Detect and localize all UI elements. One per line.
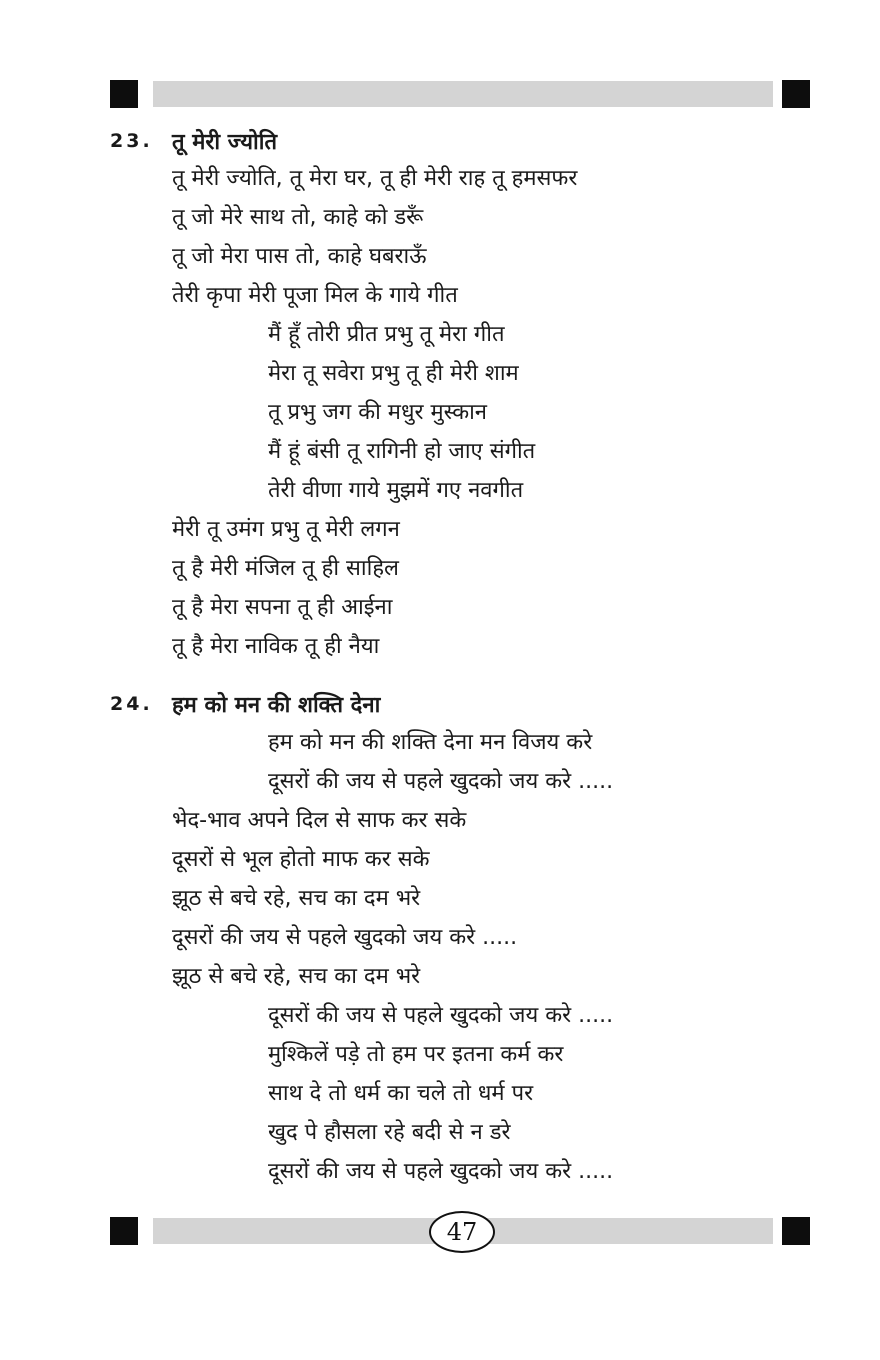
- section-23-number: 23.: [110, 130, 153, 152]
- song-line: दूसरों की जय से पहले खुदको जय करे .....: [268, 1159, 614, 1184]
- song-line: तू है मेरा नाविक तू ही नैया: [172, 634, 380, 659]
- song-line: दूसरों की जय से पहले खुदको जय करे .....: [268, 769, 614, 794]
- song-line: तू जो मेरे साथ तो, काहे को डरूँ: [172, 205, 424, 230]
- song-line: मेरा तू सवेरा प्रभु तू ही मेरी शाम: [268, 361, 519, 386]
- bottom-right-square: [782, 1217, 810, 1245]
- section-24-title: हम को मन की शक्ति देना: [172, 693, 381, 718]
- song-line: साथ दे तो धर्म का चले तो धर्म पर: [268, 1081, 534, 1106]
- top-left-square: [110, 80, 138, 108]
- song-line: दूसरों की जय से पहले खुदको जय करे .....: [268, 1003, 614, 1028]
- song-line: खुद पे हौसला रहे बदी से न डरे: [268, 1120, 511, 1145]
- bottom-left-square: [110, 1217, 138, 1245]
- song-line: दूसरों की जय से पहले खुदको जय करे .....: [172, 925, 518, 950]
- song-line: मुश्किलें पड़े तो हम पर इतना कर्म कर: [268, 1042, 564, 1067]
- song-line: भेद-भाव अपने दिल से साफ कर सके: [172, 808, 467, 833]
- song-line: तू प्रभु जग की मधुर मुस्कान: [268, 400, 487, 425]
- song-line: तू मेरी ज्योति, तू मेरा घर, तू ही मेरी राह तू हमसफर: [172, 166, 578, 191]
- song-line: तू है मेरा सपना तू ही आईना: [172, 595, 393, 620]
- song-line: मैं हूँ तोरी प्रीत प्रभु तू मेरा गीत: [268, 322, 505, 347]
- song-line: तू है मेरी मंजिल तू ही साहिल: [172, 556, 399, 581]
- song-line: तेरी कृपा मेरी पूजा मिल के गाये गीत: [172, 283, 458, 308]
- song-line: तू जो मेरा पास तो, काहे घबराऊँ: [172, 244, 427, 269]
- page-number: 47: [429, 1211, 495, 1253]
- song-line: मैं हूं बंसी तू रागिनी हो जाए संगीत: [268, 439, 536, 464]
- song-line: झूठ से बचे रहे, सच का दम भरे: [172, 886, 421, 911]
- song-line: मेरी तू उमंग प्रभु तू मेरी लगन: [172, 517, 400, 542]
- song-line: दूसरों से भूल होतो माफ कर सके: [172, 847, 430, 872]
- top-rule-bar: [153, 81, 773, 107]
- top-right-square: [782, 80, 810, 108]
- section-23-title: तू मेरी ज्योति: [172, 130, 277, 155]
- song-line: हम को मन की शक्ति देना मन विजय करे: [268, 730, 593, 755]
- song-line: झूठ से बचे रहे, सच का दम भरे: [172, 964, 421, 989]
- song-line: तेरी वीणा गाये मुझमें गए नवगीत: [268, 478, 524, 503]
- section-24-number: 24.: [110, 693, 153, 715]
